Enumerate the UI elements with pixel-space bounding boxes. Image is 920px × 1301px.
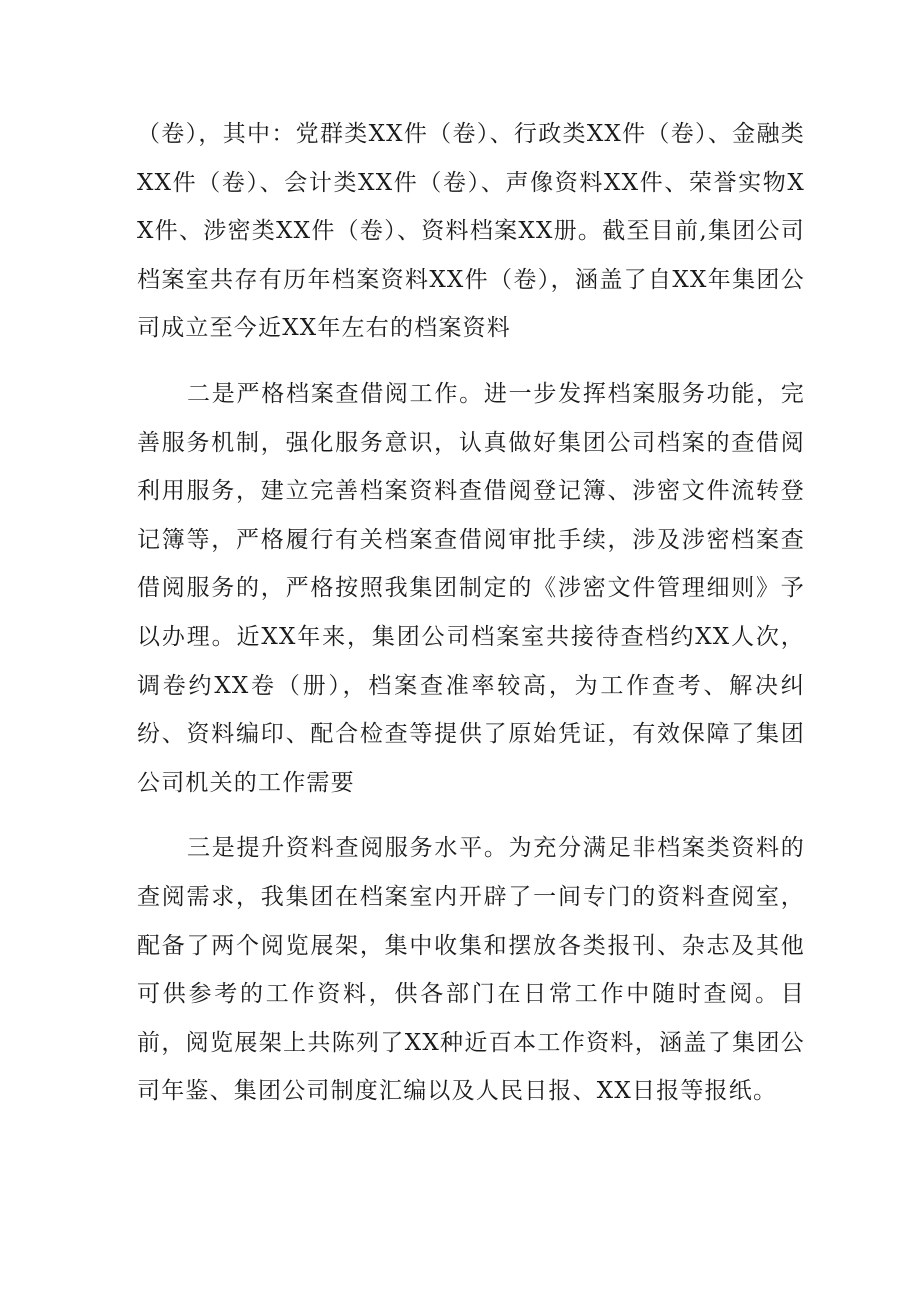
document-body [137, 110, 805, 1116]
paragraph-archive-lending: 二是严格档案查借阅工作。进一步发挥档案服务功能，完善服务机制，强化服务意识，认真做好集团公司档案的查借阅利用服务，建立完善档案资料查借阅登记簿、涉密文件流转登记簿等，严格履行有关档案查借阅审批手续，涉及涉密档案查借阅服务的，严格按照我集团制定的《涉密文件管理细则》予以办理。近XX年来，集团公司档案室共接待查档约XX人次，调卷约XX卷（册），档案查准率较高，为工作查考、解决纠纷、资料编印、配合检查等提供了原始凭证，有效保障了集团公司机关的工作需要 [137, 380, 805, 796]
paragraph-reading-room: 三是提升资料查阅服务水平。为充分满足非档案类资料的查阅需求，我集团在档案室内开辟了一间专门的资料查阅室，配备了两个阅览展架，集中收集和摆放各类报刊、杂志及其他可供参考的工作资料，供各部门在日常工作中随时查阅。目前，阅览展架上共陈列了XX种近百本工作资料，涵盖了集团公司年鉴、集团公司制度汇编以及人民日报、XX日报等报纸。 [137, 835, 805, 1105]
paragraph-archive-holdings: （卷），其中：党群类XX件（卷）、行政类XX件（卷）、金融类XX件（卷）、会计类XX件（卷）、声像资料XX件、荣誉实物XX件、涉密类XX件（卷）、资料档案XX册。截至目前,集团公司档案室共存有历年档案资料XX件（卷），涵盖了自XX年集团公司成立至今近XX年左右的档案资料 [137, 121, 805, 342]
